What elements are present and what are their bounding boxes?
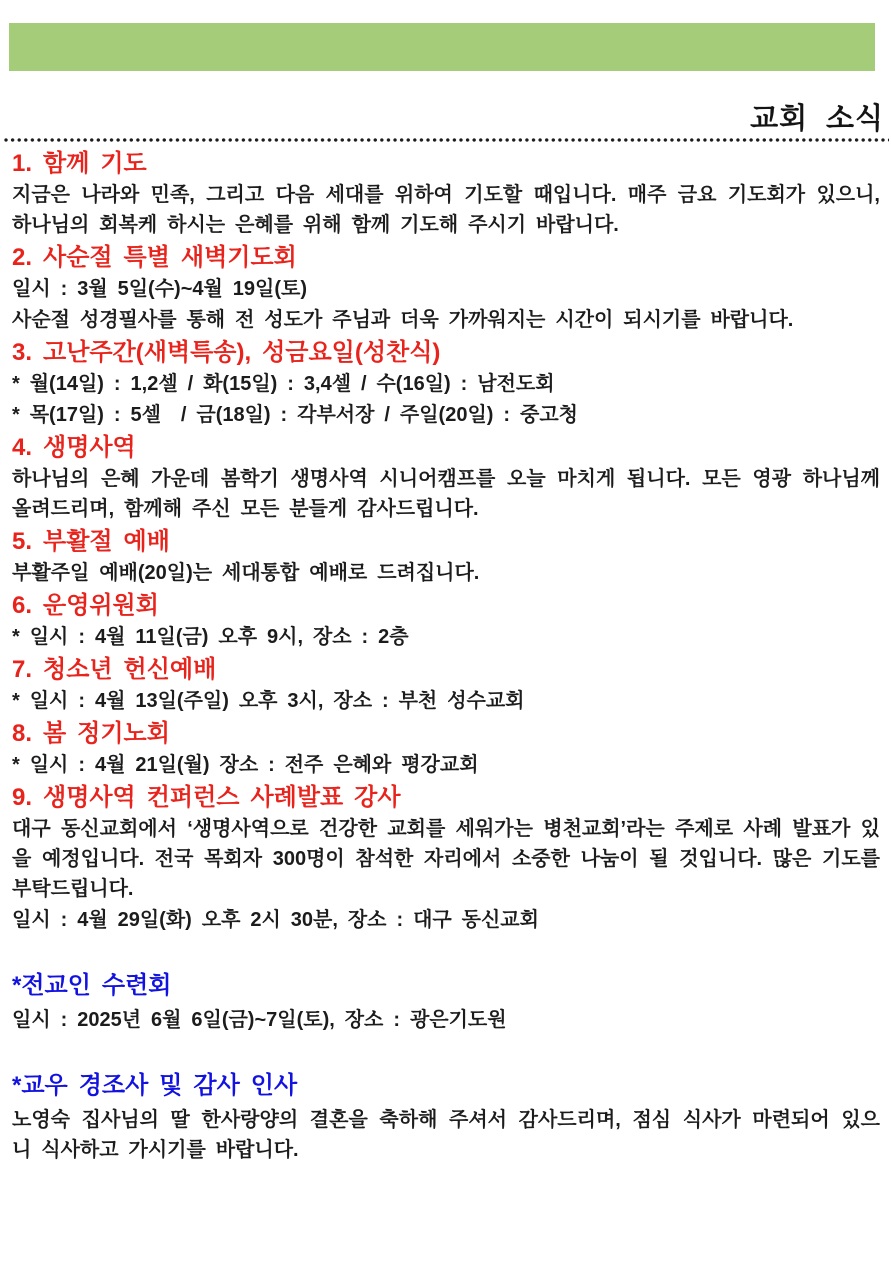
section-line: 일시 : 4월 29일(화) 오후 2시 30분, 장소 : 대구 동신교회 <box>12 909 539 931</box>
section-line: 사순절 성경필사를 통해 전 성도가 주님과 더욱 가까워지는 시간이 되시기를 바랍니다. <box>12 309 794 331</box>
section-line: 일시 : 3월 5일(수)~4월 19일(토) <box>12 278 307 300</box>
section-heading: 3. 고난주간(새벽특송), 성금요일(성찬식) <box>12 339 441 366</box>
notice-section <box>12 1071 880 1165</box>
news-sections <box>12 149 880 935</box>
notice-sections <box>12 971 880 1165</box>
page-title: 교회 소식 <box>750 103 884 135</box>
news-section <box>12 243 880 335</box>
section-line: 일시 : 2025년 6월 6일(금)~7일(토), 장소 : 광은기도원 <box>12 1009 507 1031</box>
news-section <box>12 719 880 780</box>
news-section <box>12 591 880 652</box>
section-heading: 2. 사순절 특별 새벽기도회 <box>12 244 297 271</box>
section-heading: 8. 봄 정기노회 <box>12 720 170 747</box>
news-section <box>12 149 880 240</box>
newsletter-body <box>0 143 892 1165</box>
page-header <box>0 23 892 143</box>
section-heading: 7. 청소년 헌신예배 <box>12 656 217 683</box>
section-heading: 1. 함께 기도 <box>12 150 147 177</box>
section-line: * 일시 : 4월 11일(금) 오후 9시, 장소 : 2층 <box>12 626 409 648</box>
notice-heading: *전교인 수련회 <box>12 972 172 999</box>
news-section <box>12 527 880 588</box>
section-heading: 6. 운영위원회 <box>12 592 159 619</box>
section-line: 부활주일 예배(20일)는 세대통합 예배로 드려집니다. <box>12 562 480 584</box>
section-heading: 4. 생명사역 <box>12 434 136 461</box>
section-paragraph: 노영숙 집사님의 딸 한사랑양의 결혼을 축하해 주셔서 감사드리며, 점심 식사가 마련되어 있으니 식사하고 가시기를 바랍니다. <box>12 1109 880 1161</box>
section-heading: 9. 생명사역 컨퍼런스 사례발표 강사 <box>12 784 401 811</box>
section-line: * 목(17일) : 5셀 / 금(18일) : 각부서장 / 주일(20일) : 중고청 <box>12 404 578 426</box>
news-section <box>12 338 880 430</box>
newsletter-page <box>0 23 892 1281</box>
section-line: * 일시 : 4월 21일(월) 장소 : 전주 은혜와 평강교회 <box>12 754 479 776</box>
section-line: * 월(14일) : 1,2셀 / 화(15일) : 3,4셀 / 수(16일) : 남전도회 <box>12 373 555 395</box>
news-section <box>12 783 880 935</box>
news-section <box>12 433 880 524</box>
notice-heading: *교우 경조사 및 감사 인사 <box>12 1072 298 1099</box>
section-heading: 5. 부활절 예배 <box>12 528 170 555</box>
section-paragraph: 지금은 나라와 민족, 그리고 다음 세대를 위하여 기도할 때입니다. 매주 금요 기도회가 있으니, 하나님의 회복케 하시는 은혜를 위해 함께 기도해 주시기 바랍니다. <box>12 184 880 236</box>
section-paragraph: 하나님의 은혜 가운데 봄학기 생명사역 시니어캠프를 오늘 마치게 됩니다. 모든 영광 하나님께 올려드리며, 함께해 주신 모든 분들게 감사드립니다. <box>12 468 880 520</box>
news-section <box>12 655 880 716</box>
green-banner <box>9 23 875 71</box>
section-line: * 일시 : 4월 13일(주일) 오후 3시, 장소 : 부천 성수교회 <box>12 690 525 712</box>
section-paragraph: 대구 동신교회에서 ‘생명사역으로 건강한 교회를 세워가는 병천교회’라는 주제로 사례 발표가 있을 예정입니다. 전국 목회자 300명이 참석한 자리에서 소중한 나눔이 될 것입니다. 많은 기도를 부탁드립니다. <box>12 818 880 900</box>
notice-section <box>12 971 880 1035</box>
